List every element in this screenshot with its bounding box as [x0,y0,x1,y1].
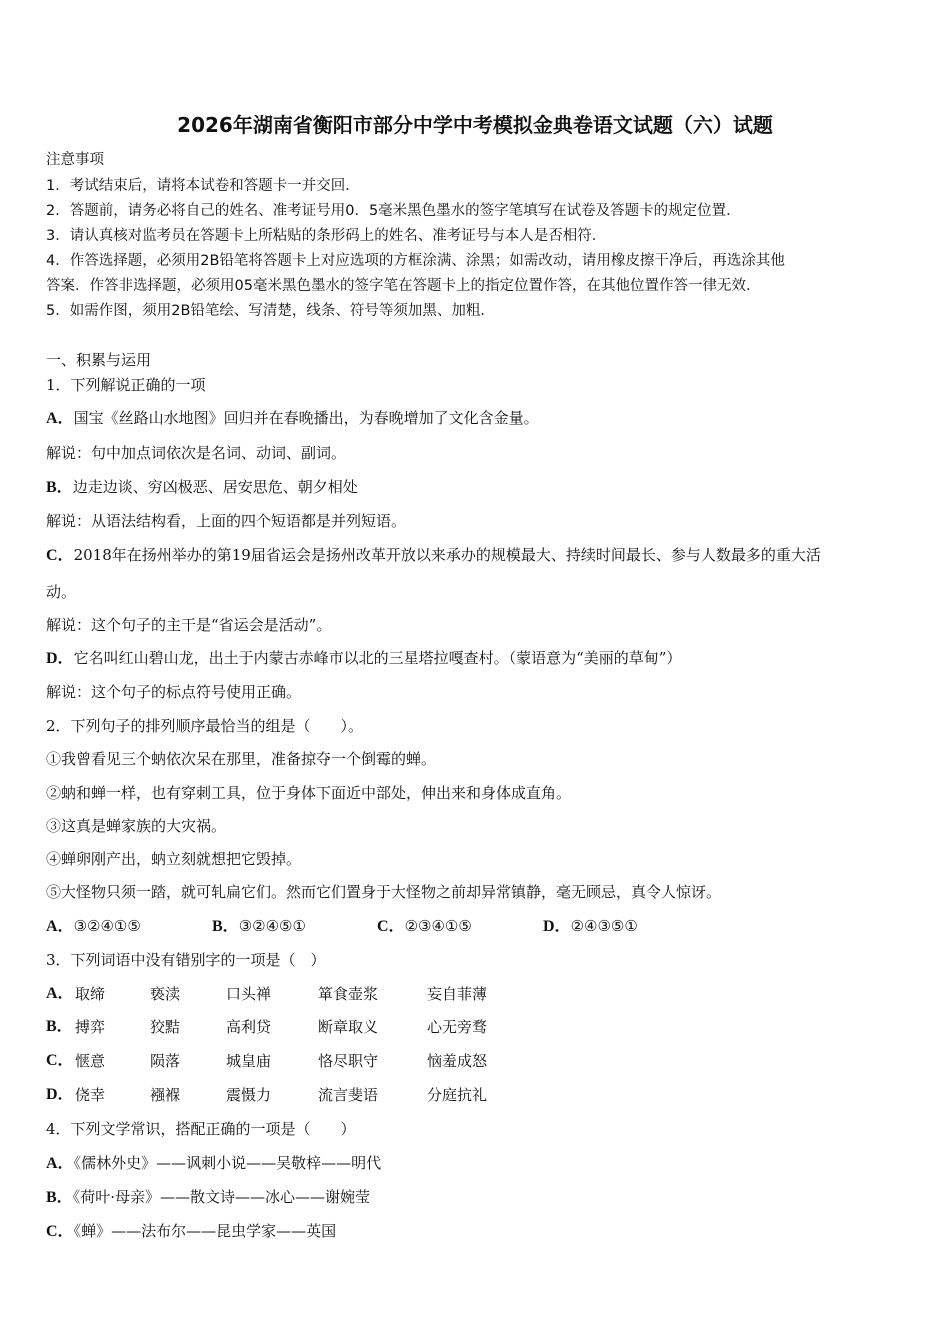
option-a: A．国宝《丝路山水地图》回归并在春晚播出，为春晚增加了文化含金量。 [46,409,539,427]
option-a: A．③②④①⑤ [46,917,141,935]
option-c: C．②③④①⑤ [377,917,472,935]
explanation: 解说：这个句子的主干是“省运会是活动”。 [46,616,332,634]
option-b: B．③②④⑤① [212,917,306,935]
sentence: ③这真是蝉家族的大灾祸。 [46,817,227,835]
notice-item: 4．作答选择题，必须用2B铅笔将答题卡上对应选项的方框涂满、涂黑；如需改动，请用橡皮擦干净后，再选涂其他 [46,253,785,269]
word-item: 恪尽职守 [318,1052,379,1070]
word-item: 襁褓 [150,1086,181,1104]
word-item: 惬意 [75,1052,106,1070]
notice-item: 5．如需作图，须用2B铅笔绘、写清楚，线条、符号等须加黑、加粗． [46,303,495,319]
option-d: D．②④③⑤① [543,917,638,935]
word-item: 高利贷 [226,1018,272,1036]
option-text: 它名叫红山碧山龙，出土于内蒙古赤峰市以北的三星塔拉嘎查村。（蒙语意为“美丽的草甸”） [73,649,682,667]
word-item: 心无旁骛 [427,1018,488,1036]
word-item: 城皇庙 [226,1052,272,1070]
word-item: 口头禅 [226,985,272,1003]
option-label: A． [46,985,74,1002]
sentence: ⑤大怪物只须一踏，就可轧扁它们。然而它们置身于大怪物之前却异常镇静，毫无顾忌，真令人惊讶。 [46,883,722,901]
section-heading: 一、积累与运用 [46,351,152,369]
option-d: D．它名叫红山碧山龙，出土于内蒙古赤峰市以北的三星塔拉嘎查村。（蒙语意为“美丽的草甸”） [46,649,682,667]
sentence: ④蝉卵刚产出，蚋立刻就想把它毁掉。 [46,850,302,868]
notice-item: 3．请认真核对监考员在答题卡上所粘贴的条形码上的姓名、准考证号与本人是否相符． [46,228,607,244]
option-text: 2018年在扬州举办的第19届省运会是扬州改革开放以来承办的规模最大、持续时间最长、参与人数最多的重大活 [73,546,821,564]
word-item: 亵渎 [150,985,181,1003]
question-stem: 1．下列解说正确的一项 [46,376,206,394]
question-stem: 4．下列文学常识，搭配正确的一项是（ ） [46,1120,356,1138]
explanation: 解说：句中加点词依次是名词、动词、副词。 [46,444,347,462]
word-item: 箪食壶浆 [318,985,379,1003]
option-a: A．《儒林外史》——讽刺小说——吴敬梓——明代 [46,1154,382,1172]
word-item: 狡黠 [150,1018,181,1036]
notice-item: 答案．作答非选择题，必须用05毫米黑色墨水的签字笔在答题卡上的指定位置作答，在其他位置作答一律无效． [46,278,761,294]
question-stem: 3．下列词语中没有错别字的一项是（ ） [46,951,326,969]
word-item: 震慑力 [226,1086,272,1104]
option-c-cont: 动。 [46,583,77,601]
word-item: 陨落 [150,1052,181,1070]
notice-heading: 注意事项 [46,152,104,168]
word-item: 恼羞成怒 [427,1052,488,1070]
word-item: 断章取义 [318,1018,379,1036]
word-item: 侥幸 [75,1086,106,1104]
explanation: 解说：这个句子的标点符号使用正确。 [46,683,302,701]
option-b: B．《荷叶·母亲》——散文诗——冰心——谢婉莹 [46,1188,370,1206]
word-item: 分庭抗礼 [427,1086,488,1104]
option-text: 国宝《丝路山水地图》回归并在春晚播出，为春晚增加了文化含金量。 [73,409,539,427]
question-stem: 2．下列句子的排列顺序最恰当的组是（ ）。 [46,717,364,735]
page-title: 2026年湖南省衡阳市部分中学中考模拟金典卷语文试题（六）试题 [177,113,773,137]
word-item: 取缔 [75,985,106,1003]
word-item: 搏弈 [75,1018,106,1036]
sentence: ②蚋和蝉一样，也有穿刺工具，位于身体下面近中部处，伸出来和身体成直角。 [46,784,572,802]
option-label: C． [46,1052,74,1069]
sentence: ①我曾看见三个蚋依次呆在那里，准备掠夺一个倒霉的蝉。 [46,750,437,768]
explanation: 解说：从语法结构看，上面的四个短语都是并列短语。 [46,512,407,530]
option-b: B．边走边谈、穷凶极恶、居安思危、朝夕相处 [46,478,358,496]
word-item: 妄自菲薄 [427,985,488,1003]
notice-item: 1．考试结束后，请将本试卷和答题卡一并交回． [46,178,360,194]
option-label: B． [46,1018,73,1035]
notice-item: 2．答题前，请务必将自己的姓名、准考证号用0．5毫米黑色墨水的签字笔填写在试卷及答题卡的规定位置． [46,203,741,219]
word-item: 流言斐语 [318,1086,379,1104]
option-label: D． [46,1086,74,1103]
option-text: 边走边谈、穷凶极恶、居安思危、朝夕相处 [72,478,358,496]
option-c: C．2018年在扬州举办的第19届省运会是扬州改革开放以来承办的规模最大、持续时间最长、参与人数最多的重大活 [46,546,821,564]
option-c: C．《蝉》——法布尔——昆虫学家——英国 [46,1222,337,1240]
